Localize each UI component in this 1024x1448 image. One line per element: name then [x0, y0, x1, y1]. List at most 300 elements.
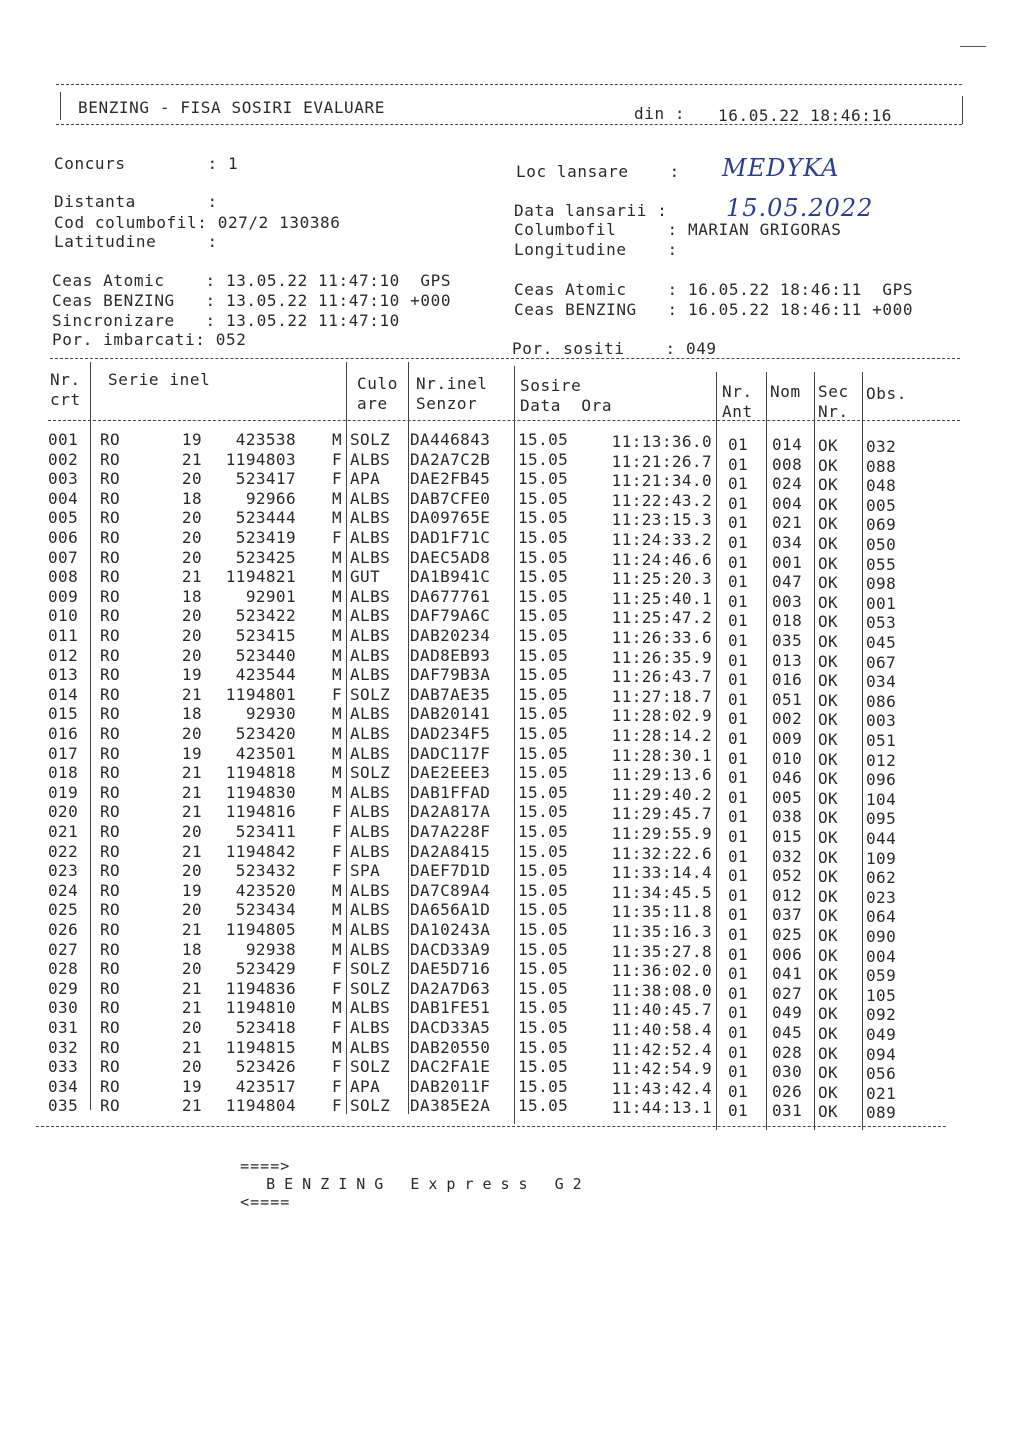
- cell-year: 21: [181, 802, 202, 822]
- cell-arrival-date: 15.05: [518, 508, 569, 528]
- cell-nr-crt: 015: [48, 704, 79, 724]
- cell-sec-nr: OK: [818, 847, 839, 867]
- report-date: 16.05.22 18:46:16: [718, 106, 892, 125]
- cell-nr-ant: 01: [728, 787, 749, 807]
- cell-country: RO: [100, 743, 121, 763]
- cell-country: RO: [100, 978, 121, 998]
- cell-obs: 089: [866, 1103, 897, 1123]
- cell-year: 19: [181, 430, 202, 449]
- cell-sex: M: [331, 567, 342, 587]
- cell-ring-number: 92930: [245, 704, 296, 724]
- cell-arrival-time: 11:36:02.0: [611, 961, 712, 981]
- cell-year: 20: [181, 724, 202, 743]
- cell-sec-nr: OK: [818, 1004, 839, 1024]
- cell-nr-crt: 021: [48, 822, 79, 841]
- cell-country: RO: [100, 430, 121, 449]
- cell-ring-number: 523444: [235, 508, 296, 528]
- cell-year: 20: [181, 900, 202, 920]
- cell-year: 20: [181, 547, 202, 567]
- cell-sex: F: [331, 469, 342, 489]
- cell-obs: 105: [866, 985, 897, 1005]
- cell-arrival-date: 15.05: [518, 1096, 569, 1116]
- cell-obs: 053: [866, 613, 897, 633]
- cell-year: 20: [181, 528, 202, 547]
- loc-lansare-handwritten: MEDYKA: [722, 154, 840, 182]
- cell-nr-ant: 01: [728, 1023, 749, 1042]
- cell-arrival-time: 11:25:47.2: [611, 608, 712, 628]
- cell-sex: M: [331, 606, 342, 626]
- cell-nr-crt: 003: [48, 469, 79, 489]
- cell-nr-crt: 014: [48, 684, 79, 704]
- cell-arrival-date: 15.05: [518, 469, 569, 489]
- cell-arrival-date: 15.05: [518, 724, 569, 743]
- cell-nr-ant: 01: [728, 709, 749, 729]
- cell-sensor-ring: DAB20550: [410, 1037, 491, 1057]
- cell-sec-nr: OK: [818, 906, 839, 926]
- table-row: [0, 939, 1024, 966]
- cell-nr-ant: 01: [728, 807, 749, 827]
- cell-sensor-ring: DA656A1D: [410, 900, 491, 920]
- columbofil-line: Columbofil : MARIAN GRIGORAS: [514, 220, 842, 239]
- cell-year: 19: [181, 665, 202, 685]
- cell-sensor-ring: DAC2FA1E: [410, 1057, 491, 1077]
- cell-country: RO: [100, 508, 121, 528]
- cell-arrival-time: 11:29:40.2: [611, 784, 712, 804]
- cell-nr-ant: 01: [728, 768, 749, 788]
- cell-obs: 069: [866, 515, 897, 535]
- cell-color: GUT: [350, 567, 381, 587]
- cell-obs: 090: [866, 927, 897, 946]
- col-culoare: Culo are: [357, 374, 398, 413]
- cell-arrival-time: 11:34:45.5: [611, 882, 712, 902]
- cell-nr-crt: 026: [48, 920, 79, 939]
- cell-color: ALBS: [350, 724, 391, 743]
- cell-arrival-date: 15.05: [518, 645, 569, 665]
- ceas-benzing-start: Ceas BENZING : 13.05.22 11:47:10 +000: [52, 291, 452, 310]
- cell-sec-nr: OK: [818, 573, 839, 593]
- cell-color: SOLZ: [350, 684, 391, 704]
- cell-sensor-ring: DA2A7C2B: [410, 449, 491, 469]
- cell-arrival-date: 15.05: [518, 802, 569, 822]
- cell-sex: M: [331, 704, 342, 724]
- cell-nr-ant: 01: [728, 905, 749, 925]
- cell-ring-number: 523432: [235, 861, 296, 881]
- cell-arrival-date: 15.05: [518, 567, 569, 587]
- cell-sensor-ring: DA2A8415: [410, 841, 491, 861]
- table-row: [0, 586, 1024, 613]
- cell-sex: M: [331, 782, 342, 802]
- cell-color: ALBS: [350, 665, 391, 685]
- cell-color: ALBS: [350, 508, 391, 528]
- cell-arrival-date: 15.05: [518, 488, 569, 508]
- cell-obs: 045: [866, 633, 897, 652]
- cell-sec-nr: OK: [818, 926, 839, 945]
- cell-ring-number: 1194810: [225, 998, 296, 1018]
- cell-color: APA: [350, 1076, 381, 1096]
- cell-country: RO: [100, 1018, 121, 1037]
- cell-nr-crt: 019: [48, 782, 79, 802]
- cell-sec-nr: OK: [818, 867, 839, 887]
- cell-nr-crt: 016: [48, 724, 79, 743]
- cell-sensor-ring: DAB7AE35: [410, 684, 491, 704]
- cell-sec-nr: OK: [818, 1063, 839, 1083]
- table-row: [0, 743, 1024, 770]
- cell-ring-number: 1194816: [225, 802, 296, 822]
- cell-year: 21: [181, 567, 202, 587]
- cell-nr-crt: 010: [48, 606, 79, 626]
- cell-obs: 050: [866, 535, 897, 554]
- table-row: [0, 528, 1024, 554]
- cell-color: ALBS: [350, 743, 391, 763]
- cell-sec-nr: OK: [818, 475, 839, 495]
- cell-ring-number: 1194805: [225, 920, 296, 939]
- cell-country: RO: [100, 920, 121, 939]
- cell-nom: 031: [772, 1101, 803, 1121]
- cell-nom: 024: [772, 474, 803, 494]
- cell-obs: 056: [866, 1064, 897, 1084]
- cell-nr-ant: 01: [728, 650, 749, 670]
- cell-sensor-ring: DAD234F5: [410, 724, 491, 743]
- ceas-atomic-end: Ceas Atomic : 16.05.22 18:46:11 GPS: [514, 280, 914, 299]
- cell-ring-number: 523429: [235, 959, 296, 979]
- cell-sensor-ring: DACD33A9: [410, 939, 491, 959]
- cell-ring-number: 423517: [235, 1076, 296, 1096]
- footer-printer-name: BENZING Express G2: [266, 1175, 591, 1193]
- cell-sec-nr: OK: [818, 671, 839, 691]
- cell-year: 21: [181, 1096, 202, 1116]
- cell-nom: 006: [772, 944, 803, 964]
- cell-color: ALBS: [350, 822, 391, 841]
- cell-color: APA: [350, 469, 381, 489]
- cell-sensor-ring: DA09765E: [410, 508, 491, 528]
- cell-country: RO: [100, 802, 121, 822]
- col-nr: Nr. crt: [50, 370, 81, 409]
- cell-ring-number: 1194815: [225, 1037, 296, 1057]
- cell-sensor-ring: DACD33A5: [410, 1018, 491, 1037]
- cell-color: SPA: [350, 861, 381, 881]
- cell-year: 21: [181, 1037, 202, 1057]
- cell-ring-number: 1194830: [225, 782, 296, 802]
- cell-ring-number: 1194818: [225, 763, 296, 783]
- cell-sensor-ring: DAB20234: [410, 626, 491, 645]
- cell-nom: 010: [772, 748, 803, 768]
- cell-sex: M: [331, 763, 342, 783]
- cell-arrival-time: 11:42:54.9: [611, 1059, 712, 1079]
- cell-nr-crt: 007: [48, 547, 79, 567]
- cell-color: ALBS: [350, 1037, 391, 1057]
- cell-nr-ant: 01: [728, 435, 749, 454]
- cell-nr-ant: 01: [728, 1042, 749, 1062]
- cell-nr-ant: 01: [728, 748, 749, 768]
- cell-sex: F: [331, 449, 342, 469]
- cell-nr-crt: 013: [48, 665, 79, 685]
- cell-nom: 035: [772, 631, 803, 650]
- cell-nr-crt: 001: [48, 430, 79, 449]
- cell-year: 21: [181, 978, 202, 998]
- cell-color: ALBS: [350, 900, 391, 920]
- cell-country: RO: [100, 626, 121, 645]
- ceas-atomic-start: Ceas Atomic : 13.05.22 11:47:10 GPS: [52, 271, 452, 290]
- cell-ring-number: 1194804: [225, 1096, 296, 1116]
- cell-sec-nr: OK: [818, 886, 839, 906]
- cell-arrival-date: 15.05: [518, 939, 569, 959]
- cell-year: 20: [181, 606, 202, 626]
- cell-sensor-ring: DAF79A6C: [410, 606, 491, 626]
- cell-country: RO: [100, 449, 121, 469]
- report-date-label: din :: [634, 104, 686, 123]
- cell-nr-crt: 031: [48, 1018, 79, 1037]
- cell-nr-ant: 01: [728, 533, 749, 552]
- cell-nr-crt: 024: [48, 880, 79, 900]
- cell-nr-crt: 002: [48, 449, 79, 469]
- cell-sec-nr: OK: [818, 730, 839, 749]
- table-row: [0, 880, 1024, 907]
- cell-ring-number: 523422: [235, 606, 296, 626]
- cell-sex: M: [331, 880, 342, 900]
- cell-arrival-date: 15.05: [518, 586, 569, 606]
- cell-year: 19: [181, 743, 202, 763]
- cell-arrival-date: 15.05: [518, 1076, 569, 1096]
- cell-nr-ant: 01: [728, 591, 749, 611]
- cell-year: 18: [181, 488, 202, 508]
- cell-country: RO: [100, 880, 121, 900]
- cell-arrival-date: 15.05: [518, 782, 569, 802]
- table-row: [0, 665, 1024, 692]
- cell-nr-crt: 011: [48, 626, 79, 645]
- table-row: [0, 488, 1024, 515]
- longitudine-line: Longitudine :: [514, 240, 678, 259]
- col-nr-inel-senzor: Nr.inel Senzor: [416, 374, 488, 413]
- table-row: [0, 626, 1024, 652]
- cell-obs: 044: [866, 829, 897, 848]
- cell-arrival-time: 11:43:42.4: [611, 1078, 712, 1098]
- cell-year: 18: [181, 704, 202, 724]
- cell-arrival-time: 11:38:08.0: [611, 980, 712, 1000]
- cell-country: RO: [100, 528, 121, 547]
- ceas-benzing-end: Ceas BENZING : 16.05.22 18:46:11 +000: [514, 300, 914, 319]
- table-row: [0, 959, 1024, 986]
- table-row: [0, 900, 1024, 927]
- cell-country: RO: [100, 1037, 121, 1057]
- cell-sec-nr: OK: [818, 749, 839, 769]
- table-row: [0, 1076, 1024, 1103]
- cell-color: ALBS: [350, 920, 391, 939]
- header-bottom-rule: [56, 124, 962, 125]
- cell-nr-crt: 029: [48, 978, 79, 998]
- cell-year: 21: [181, 998, 202, 1018]
- cell-obs: 005: [866, 495, 897, 515]
- cell-year: 20: [181, 626, 202, 645]
- cell-ring-number: 423501: [235, 743, 296, 763]
- cell-sec-nr: OK: [818, 808, 839, 828]
- cell-ring-number: 1194836: [225, 978, 296, 998]
- cell-nr-ant: 01: [728, 493, 749, 513]
- cell-arrival-time: 11:28:02.9: [611, 706, 712, 726]
- cell-arrival-time: 11:26:35.9: [611, 647, 712, 667]
- cell-sex: M: [331, 939, 342, 959]
- cell-nom: 005: [772, 787, 803, 807]
- cell-obs: 001: [866, 593, 897, 613]
- cell-nr-crt: 028: [48, 959, 79, 979]
- cell-arrival-date: 15.05: [518, 626, 569, 645]
- cell-obs: 104: [866, 789, 897, 809]
- cell-sensor-ring: DAE5D716: [410, 959, 491, 979]
- cell-obs: 092: [866, 1005, 897, 1025]
- table-row: [0, 645, 1024, 672]
- cell-sensor-ring: DA7C89A4: [410, 880, 491, 900]
- cell-sec-nr: OK: [818, 965, 839, 985]
- cell-nom: 018: [772, 611, 803, 631]
- sositi-line: Por. sositi : 049: [512, 339, 717, 358]
- header-right-border: [962, 96, 963, 124]
- cell-arrival-time: 11:23:15.3: [611, 510, 712, 530]
- table-row: [0, 978, 1024, 1005]
- cell-nr-crt: 020: [48, 802, 79, 822]
- cell-year: 18: [181, 939, 202, 959]
- cell-nr-crt: 012: [48, 645, 79, 665]
- cell-nr-crt: 025: [48, 900, 79, 920]
- cell-sex: F: [331, 528, 342, 547]
- cell-ring-number: 1194842: [225, 841, 296, 861]
- header-left-border: [60, 92, 61, 120]
- cell-nr-ant: 01: [728, 983, 749, 1003]
- cell-color: SOLZ: [350, 1096, 391, 1116]
- cell-color: SOLZ: [350, 1057, 391, 1077]
- cell-arrival-time: 11:24:33.2: [611, 530, 712, 549]
- cell-nr-ant: 01: [728, 1003, 749, 1023]
- cell-obs: 048: [866, 476, 897, 496]
- cell-ring-number: 523440: [235, 645, 296, 665]
- cell-country: RO: [100, 547, 121, 567]
- cell-color: SOLZ: [350, 430, 391, 449]
- cell-color: SOLZ: [350, 978, 391, 998]
- cell-arrival-time: 11:25:20.3: [611, 569, 712, 589]
- cell-year: 20: [181, 959, 202, 979]
- cell-obs: 023: [866, 887, 897, 907]
- table-row: [0, 430, 1024, 456]
- cell-nr-crt: 005: [48, 508, 79, 528]
- cell-obs: 012: [866, 750, 897, 770]
- cell-ring-number: 523417: [235, 469, 296, 489]
- cod-columbofil-line: Cod columbofil: 027/2 130386: [54, 213, 341, 232]
- cell-arrival-date: 15.05: [518, 978, 569, 998]
- cell-obs: 051: [866, 731, 897, 750]
- cell-ring-number: 523411: [235, 822, 296, 841]
- cell-arrival-time: 11:26:33.6: [611, 628, 712, 647]
- cell-country: RO: [100, 1076, 121, 1096]
- cell-color: ALBS: [350, 998, 391, 1018]
- cell-sex: F: [331, 684, 342, 704]
- cell-nr-ant: 01: [728, 454, 749, 474]
- cell-nr-ant: 01: [728, 964, 749, 984]
- cell-arrival-date: 15.05: [518, 998, 569, 1018]
- cell-ring-number: 1194821: [225, 567, 296, 587]
- imbarcati-line: Por. imbarcati: 052: [52, 330, 247, 349]
- cell-obs: 049: [866, 1025, 897, 1044]
- cell-arrival-date: 15.05: [518, 822, 569, 841]
- cell-arrival-time: 11:42:52.4: [611, 1039, 712, 1059]
- cell-sec-nr: OK: [818, 1082, 839, 1102]
- cell-nom: 037: [772, 905, 803, 925]
- table-row: [0, 449, 1024, 476]
- cell-sec-nr: OK: [818, 553, 839, 573]
- cell-arrival-time: 11:29:55.9: [611, 824, 712, 843]
- cell-sex: F: [331, 978, 342, 998]
- header-top-rule: [56, 84, 962, 85]
- cell-country: RO: [100, 645, 121, 665]
- cell-sec-nr: OK: [818, 945, 839, 965]
- cell-nr-ant: 01: [728, 474, 749, 494]
- cell-year: 18: [181, 586, 202, 606]
- cell-arrival-date: 15.05: [518, 449, 569, 469]
- cell-nom: 013: [772, 650, 803, 670]
- table-row: [0, 567, 1024, 594]
- cell-arrival-date: 15.05: [518, 880, 569, 900]
- cell-country: RO: [100, 567, 121, 587]
- cell-arrival-date: 15.05: [518, 920, 569, 939]
- cell-country: RO: [100, 782, 121, 802]
- cell-color: ALBS: [350, 626, 391, 645]
- sincronizare-line: Sincronizare : 13.05.22 11:47:10: [52, 311, 400, 330]
- cell-sensor-ring: DAB1FFAD: [410, 782, 491, 802]
- cell-arrival-time: 11:27:18.7: [611, 686, 712, 706]
- cell-sex: M: [331, 645, 342, 665]
- table-row: [0, 1096, 1024, 1123]
- cell-obs: 003: [866, 711, 897, 731]
- loc-lansare-line: Loc lansare :: [516, 162, 680, 181]
- cell-nr-ant: 01: [728, 1062, 749, 1082]
- cell-arrival-date: 15.05: [518, 1057, 569, 1077]
- cell-nr-ant: 01: [728, 1081, 749, 1101]
- cell-ring-number: 523419: [235, 528, 296, 547]
- cell-obs: 098: [866, 574, 897, 594]
- cell-country: RO: [100, 724, 121, 743]
- cell-obs: 021: [866, 1083, 897, 1103]
- cell-sensor-ring: DA1B941C: [410, 567, 491, 587]
- cell-country: RO: [100, 665, 121, 685]
- table-row: [0, 861, 1024, 888]
- cell-sec-nr: OK: [818, 1024, 839, 1043]
- cell-obs: 062: [866, 868, 897, 888]
- cell-color: ALBS: [350, 528, 391, 547]
- cell-color: ALBS: [350, 586, 391, 606]
- table-row: [0, 782, 1024, 809]
- cell-color: ALBS: [350, 880, 391, 900]
- cell-nom: 045: [772, 1023, 803, 1042]
- cell-nr-crt: 027: [48, 939, 79, 959]
- cell-country: RO: [100, 469, 121, 489]
- report-title: BENZING - FISA SOSIRI EVALUARE: [78, 98, 385, 117]
- table-row: [0, 547, 1024, 574]
- cell-sensor-ring: DAB7CFE0: [410, 488, 491, 508]
- cell-year: 19: [181, 880, 202, 900]
- cell-sex: M: [331, 920, 342, 939]
- data-lansarii-line: Data lansarii :: [514, 201, 668, 220]
- cell-arrival-time: 11:40:58.4: [611, 1020, 712, 1039]
- cell-sec-nr: OK: [818, 632, 839, 651]
- cell-nom: 052: [772, 866, 803, 886]
- cell-nr-ant: 01: [728, 611, 749, 631]
- table-row: [0, 508, 1024, 535]
- cell-year: 20: [181, 469, 202, 489]
- cell-sex: M: [331, 900, 342, 920]
- cell-nom: 032: [772, 846, 803, 866]
- cell-sensor-ring: DA2A7D63: [410, 978, 491, 998]
- cell-arrival-time: 11:44:13.1: [611, 1098, 712, 1118]
- cell-nr-ant: 01: [728, 572, 749, 592]
- cell-arrival-time: 11:21:34.0: [611, 471, 712, 491]
- col-sosire: Sosire Data Ora: [520, 376, 613, 415]
